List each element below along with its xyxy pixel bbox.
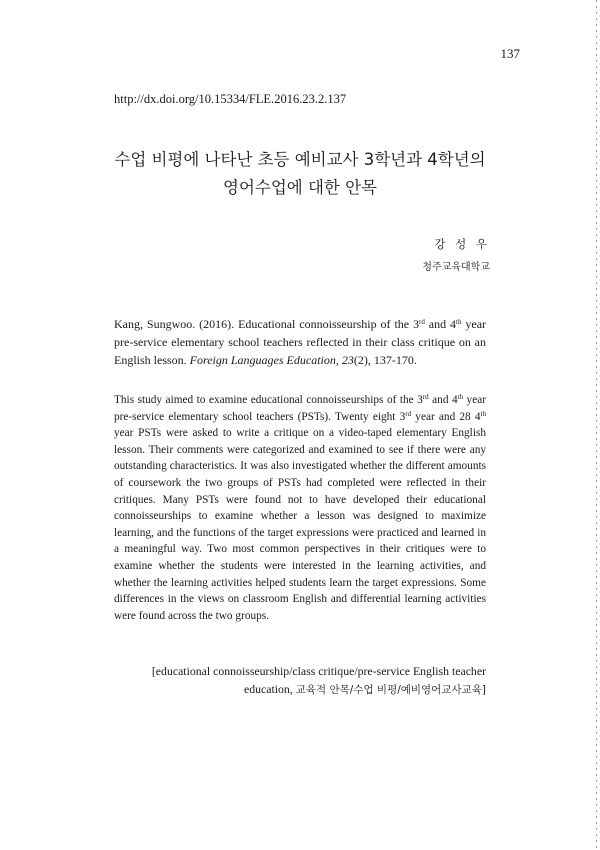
- abstract-superscript-4: th: [480, 409, 486, 418]
- keywords-english: [educational connoisseurship/class critique/pre-service English teacher education,: [151, 664, 486, 696]
- author-name: 강 성 우: [434, 237, 490, 251]
- paper-title: [60, 146, 540, 202]
- keywords: [114, 662, 486, 699]
- abstract-superscript-1: rd: [422, 393, 429, 401]
- abstract-text-1: This study aimed to examine educational connoisseurships of the 3: [114, 394, 423, 406]
- abstract-text-2: and 4: [428, 394, 458, 406]
- citation-title-part-c: year pre-service elementary school teachers reflected in their class critique on an English lesson.: [114, 317, 487, 367]
- keywords-korean: 교육적 안목/수업 비평/예비영어교사교육]: [295, 684, 486, 696]
- author-affiliation: 청주교육대학교: [422, 262, 490, 273]
- abstract-text-4: year and 28 4: [411, 410, 481, 423]
- citation-superscript-rd: rd: [419, 318, 425, 326]
- abstract-text-5: year PSTs were asked to write a critique on a video-taped elementary English lesson. Their comments were categorized and examined to see if there were any outstanding characteristics. It was also investigated whether the different amounts of coursework the two groups of PSTs had completed were reflected in their critiques. Many PSTs were found not to have developed their educational connoisseurships to examine whether a lesson was designed to maximize learning, and the functions of the target expressions were practiced and learned in a meaningful way. Two most common perspectives in their critiques were to examine whether the students were interested in the learning activities, and whether the learning activities helped students learn the target expressions. Some differences in the views on classroom English and differential learning activities were found across the two groups.: [114, 427, 486, 622]
- citation-title-part-a: Educational connoisseurship of the 3: [238, 317, 420, 331]
- title-line-1: 수업 비평에 나타난 초등 예비교사 3학년과 4학년의: [114, 150, 486, 169]
- citation-author-year: Kang, Sungwoo. (2016).: [114, 317, 235, 331]
- citation-issue-pages: (2), 137-170.: [353, 353, 417, 367]
- title-line-2: 영어수업에 대한 안목: [223, 178, 377, 197]
- abstract-superscript-2: th: [457, 393, 464, 401]
- citation-title-part-b: and 4: [424, 317, 457, 331]
- citation-journal: Foreign Languages Education, 23: [189, 353, 354, 367]
- abstract-text-3: year pre-service elementary school teachers (PSTs). Twenty eight 3: [114, 394, 486, 423]
- doi-link[interactable]: http://dx.doi.org/10.15334/FLE.2016.23.2.137: [114, 92, 347, 106]
- citation-block: [114, 315, 486, 369]
- citation-superscript-th: th: [456, 318, 462, 326]
- abstract: [114, 392, 486, 624]
- page-edge-dashed-line: [596, 0, 597, 850]
- page-number: 137: [500, 46, 520, 61]
- abstract-superscript-3: rd: [405, 409, 412, 418]
